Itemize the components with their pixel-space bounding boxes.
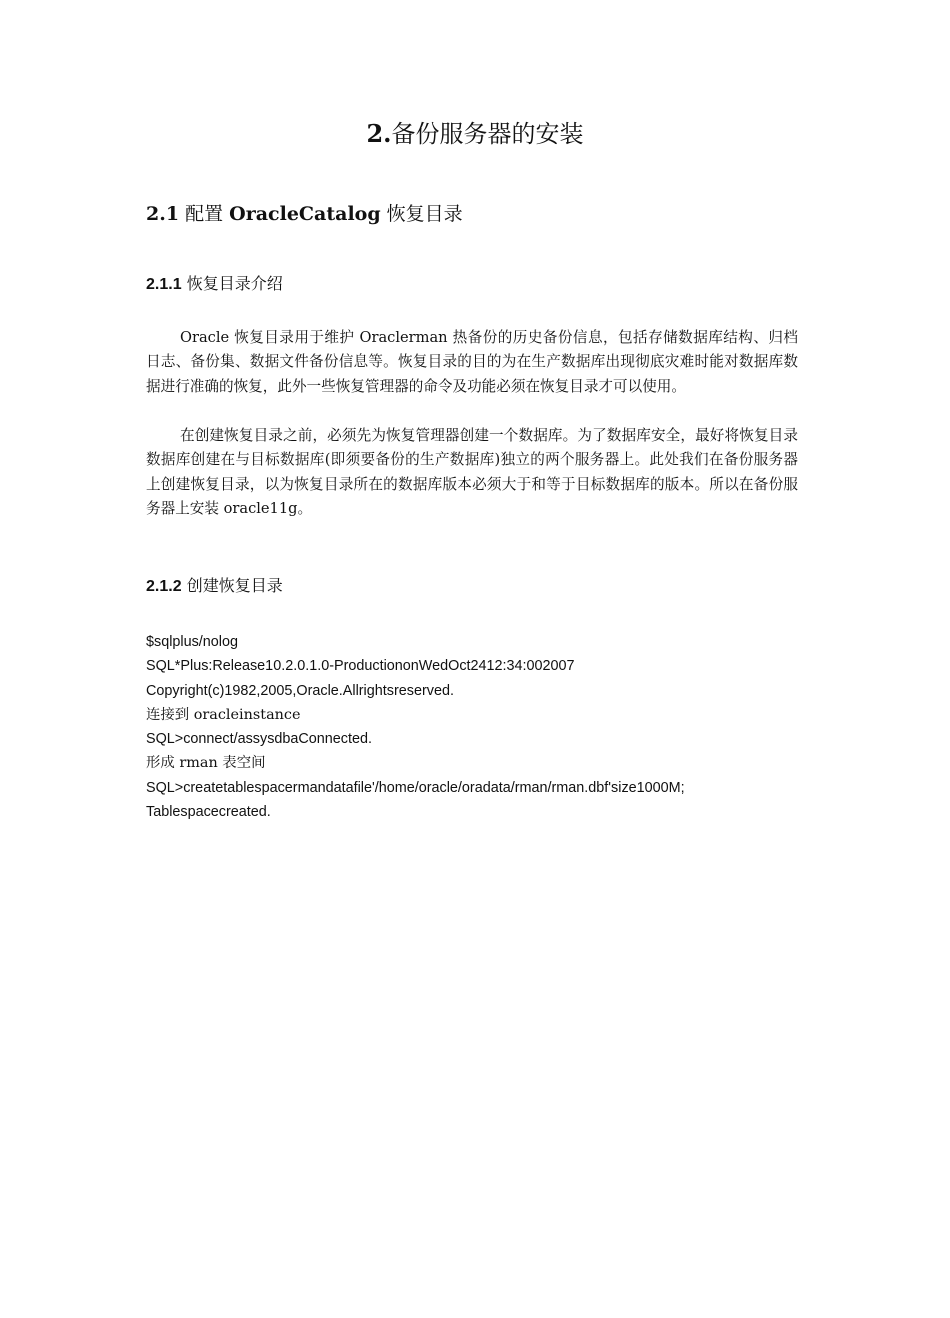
section-heading-suffix: 恢复目录 — [386, 203, 463, 225]
section-number: 2.1 — [146, 203, 180, 225]
subsection-number: 2.1.1 — [146, 276, 182, 293]
section-heading — [146, 200, 463, 228]
document-title-text: 备份服务器的安装 — [391, 120, 584, 148]
command-listing — [146, 630, 846, 824]
section-heading-prefix: 配置 — [185, 203, 224, 225]
command-line: SQL>connect/assysdbaConnected. — [146, 731, 372, 748]
subsection-title: 恢复目录介绍 — [186, 274, 283, 293]
command-line: SQL*Plus:Release10.2.0.1.0-ProductiononWedOct2412:34:002007 — [146, 658, 575, 675]
command-line: $sqlplus/nolog — [146, 634, 239, 650]
command-line: Tablespacecreated. — [146, 804, 271, 821]
paragraph: Oracle 恢复目录用于维护 Oraclerman 热备份的历史备份信息，包括存储数据库结构、归档日志、备份集、数据文件备份信息等。恢复目录的目的为在生产数据库出现彻底灾难时能对数据库数据进行准确的恢复，此外一些恢复管理器的命令及功能必须在恢复目录才可以使用。 — [146, 329, 798, 395]
subsection-heading-intro — [146, 272, 283, 297]
command-caption: 连接到 oracleinstance — [146, 706, 301, 723]
paragraph: 在创建恢复目录之前，必须先为恢复管理器创建一个数据库。为了数据库安全，最好将恢复目录数据库创建在与目标数据库(即须要备份的生产数据库)独立的两个服务器上。此处我们在备份服务器上创建恢复目录，以为恢复目录所在的数据库版本必须大于和等于目标数据库的版本。所以在备份服务器上安装 oracle11g。 — [146, 427, 798, 518]
command-line: SQL>createtablespacermandatafile'/home/oracle/oradata/rman/rman.dbf'size1000M; — [146, 779, 685, 796]
subsection-number: 2.1.2 — [146, 578, 182, 595]
subsection-heading-create — [146, 574, 283, 599]
subsection-title: 创建恢复目录 — [186, 576, 283, 595]
document-title-number: 2. — [366, 119, 392, 148]
section-heading-keyword: OracleCatalog — [229, 203, 381, 225]
command-line: Copyright(c)1982,2005,Oracle.Allrightsreserved. — [146, 682, 454, 699]
command-caption: 形成 rman 表空间 — [146, 755, 266, 772]
document-title — [0, 118, 950, 150]
